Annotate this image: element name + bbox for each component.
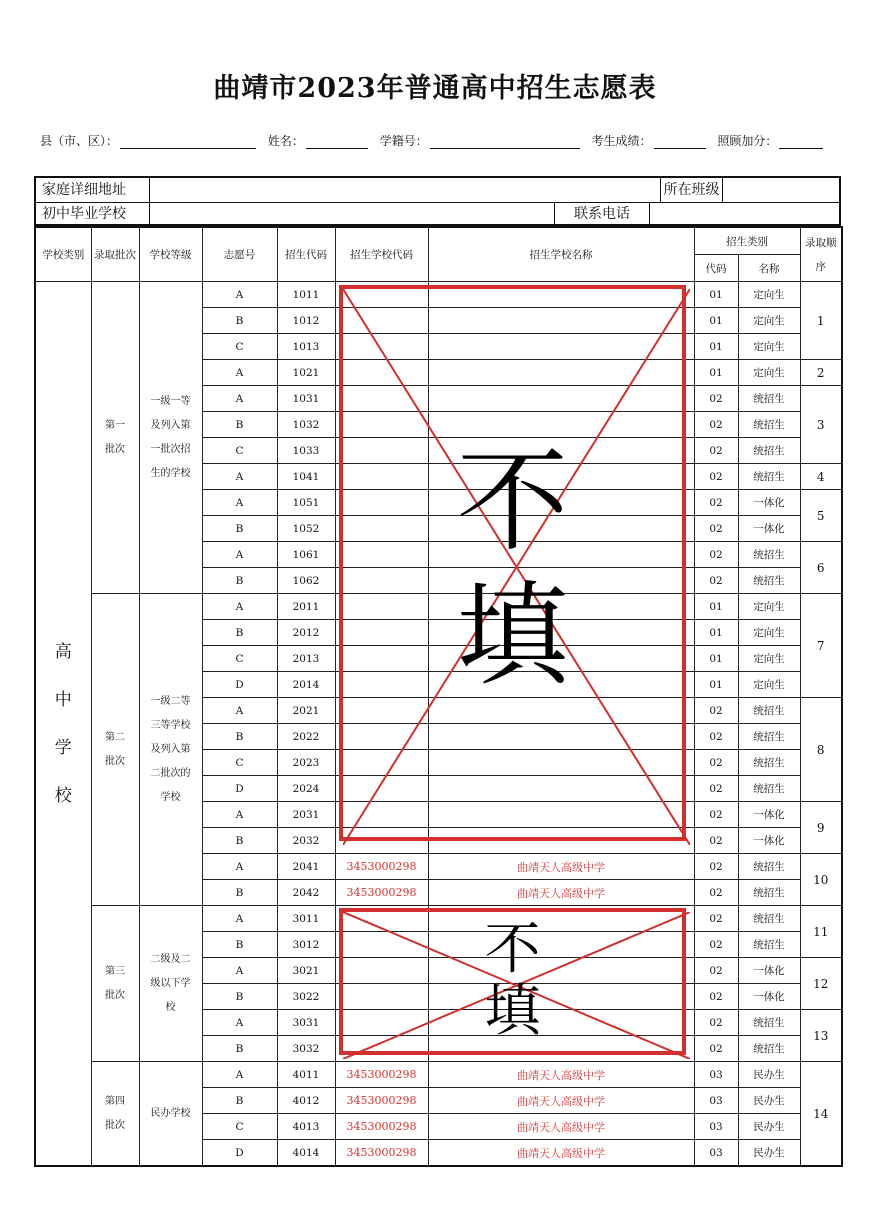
category-name-cell: 统招生 [738, 568, 800, 594]
choice-cell: B [202, 932, 277, 958]
enroll-code-cell: 1013 [277, 334, 335, 360]
col-order: 录取顺序 [800, 227, 842, 282]
order-cell: 1 [800, 282, 842, 360]
stamp-char-bottom: 填 [456, 571, 569, 701]
choice-cell: A [202, 542, 277, 568]
school-name-cell[interactable]: 曲靖天人高级中学 [428, 854, 694, 880]
school-code-cell[interactable]: 3453000298 [335, 1088, 428, 1114]
category-name-cell: 一体化 [738, 984, 800, 1010]
category-name-cell: 统招生 [738, 464, 800, 490]
stamp-char-bottom-small: 填 [484, 979, 541, 1044]
enroll-code-cell: 1012 [277, 308, 335, 334]
enroll-code-cell: 2023 [277, 750, 335, 776]
enroll-code-cell: 1041 [277, 464, 335, 490]
name-field[interactable] [306, 136, 368, 149]
name-label: 姓名： [267, 134, 304, 148]
school-name-cell[interactable]: 曲靖天人高级中学 [428, 880, 694, 906]
choice-cell: A [202, 386, 277, 412]
category-code-cell: 02 [694, 568, 738, 594]
order-cell: 5 [800, 490, 842, 542]
choice-cell: C [202, 646, 277, 672]
category-name-cell: 民办生 [738, 1062, 800, 1088]
category-name-cell: 定向生 [738, 646, 800, 672]
enroll-code-cell: 2031 [277, 802, 335, 828]
category-code-cell: 03 [694, 1062, 738, 1088]
category-code-cell: 03 [694, 1088, 738, 1114]
choice-cell: C [202, 750, 277, 776]
category-code-cell: 02 [694, 438, 738, 464]
enroll-code-cell: 1032 [277, 412, 335, 438]
category-code-cell: 02 [694, 776, 738, 802]
category-name-cell: 统招生 [738, 776, 800, 802]
category-name-cell: 统招生 [738, 724, 800, 750]
category-name-cell: 定向生 [738, 594, 800, 620]
school-name-cell[interactable]: 曲靖天人高级中学 [428, 1062, 694, 1088]
category-code-cell: 01 [694, 282, 738, 308]
category-code-cell: 01 [694, 360, 738, 386]
choice-cell: A [202, 854, 277, 880]
bonus-field[interactable] [779, 136, 823, 149]
category-name-cell: 统招生 [738, 412, 800, 438]
school-level-cell: 一级二等三等学校及列入第二批次的学校 [139, 594, 202, 906]
choice-cell: A [202, 464, 277, 490]
choice-cell: A [202, 594, 277, 620]
choice-cell: D [202, 776, 277, 802]
category-code-cell: 01 [694, 646, 738, 672]
choice-cell: D [202, 1140, 277, 1167]
choice-cell: A [202, 802, 277, 828]
category-name-cell: 一体化 [738, 958, 800, 984]
enroll-code-cell: 3021 [277, 958, 335, 984]
category-code-cell: 02 [694, 750, 738, 776]
category-code-cell: 02 [694, 854, 738, 880]
col-cat-name: 名称 [738, 255, 800, 282]
enroll-code-cell: 3032 [277, 1036, 335, 1062]
category-name-cell: 统招生 [738, 906, 800, 932]
category-code-cell: 03 [694, 1114, 738, 1140]
school-code-cell[interactable]: 3453000298 [335, 1114, 428, 1140]
enroll-code-cell: 3012 [277, 932, 335, 958]
middle-school-field[interactable] [150, 202, 555, 226]
do-not-fill-box-lower [339, 908, 686, 1055]
category-name-cell: 统招生 [738, 438, 800, 464]
category-name-cell: 统招生 [738, 854, 800, 880]
batch-cell: 第二批次 [91, 594, 139, 906]
category-name-cell: 一体化 [738, 516, 800, 542]
school-code-cell[interactable]: 3453000298 [335, 854, 428, 880]
enroll-code-cell: 1062 [277, 568, 335, 594]
school-level-cell: 民办学校 [139, 1062, 202, 1167]
category-name-cell: 统招生 [738, 1010, 800, 1036]
col-enroll-code: 招生代码 [277, 227, 335, 282]
school-name-cell[interactable]: 曲靖天人高级中学 [428, 1114, 694, 1140]
category-name-cell: 统招生 [738, 932, 800, 958]
phone-field[interactable] [650, 202, 839, 226]
form-title: 曲靖市2023年普通高中招生志愿表 [213, 73, 657, 104]
school-type-cell: 高中学校 [35, 282, 91, 1167]
enroll-code-cell: 2011 [277, 594, 335, 620]
col-school-name: 招生学校名称 [428, 227, 694, 282]
category-code-cell: 02 [694, 516, 738, 542]
category-code-cell: 02 [694, 906, 738, 932]
enroll-code-cell: 4012 [277, 1088, 335, 1114]
order-cell: 13 [800, 1010, 842, 1062]
score-field[interactable] [654, 136, 706, 149]
enroll-code-cell: 2024 [277, 776, 335, 802]
category-code-cell: 01 [694, 620, 738, 646]
enroll-code-cell: 1051 [277, 490, 335, 516]
stamp-char-top: 不 [456, 437, 569, 567]
stamp-char-top-small: 不 [484, 917, 541, 982]
choice-cell: B [202, 568, 277, 594]
choice-cell: A [202, 360, 277, 386]
enroll-code-cell: 4014 [277, 1140, 335, 1167]
col-school-level: 学校等级 [139, 227, 202, 282]
student-id-label: 学籍号： [379, 134, 428, 148]
category-name-cell: 统招生 [738, 542, 800, 568]
category-code-cell: 01 [694, 334, 738, 360]
category-name-cell: 定向生 [738, 620, 800, 646]
enroll-code-cell: 1052 [277, 516, 335, 542]
address-label: 家庭详细地址 [36, 178, 150, 202]
cross-lines-upper [343, 289, 690, 845]
enroll-code-cell: 2021 [277, 698, 335, 724]
table-row [35, 1062, 842, 1088]
class-label: 所在班级 [661, 178, 723, 202]
category-name-cell: 统招生 [738, 698, 800, 724]
order-cell: 14 [800, 1062, 842, 1167]
choice-cell: A [202, 958, 277, 984]
choice-cell: A [202, 282, 277, 308]
school-code-cell[interactable]: 3453000298 [335, 880, 428, 906]
category-name-cell: 民办生 [738, 1114, 800, 1140]
category-code-cell: 02 [694, 464, 738, 490]
category-name-cell: 统招生 [738, 750, 800, 776]
category-code-cell: 02 [694, 386, 738, 412]
category-code-cell: 02 [694, 984, 738, 1010]
category-name-cell: 民办生 [738, 1088, 800, 1114]
category-code-cell: 01 [694, 672, 738, 698]
enroll-code-cell: 2041 [277, 854, 335, 880]
category-name-cell: 统招生 [738, 880, 800, 906]
enroll-code-cell: 1021 [277, 360, 335, 386]
info-line [40, 132, 825, 149]
middle-school-label: 初中毕业学校 [36, 202, 150, 226]
category-code-cell: 02 [694, 724, 738, 750]
category-code-cell: 02 [694, 490, 738, 516]
enroll-code-cell: 2022 [277, 724, 335, 750]
choice-cell: C [202, 334, 277, 360]
category-code-cell: 02 [694, 932, 738, 958]
category-name-cell: 定向生 [738, 334, 800, 360]
order-cell: 3 [800, 386, 842, 464]
enroll-code-cell: 2014 [277, 672, 335, 698]
choice-cell: A [202, 1010, 277, 1036]
order-cell: 6 [800, 542, 842, 594]
category-name-cell: 民办生 [738, 1140, 800, 1167]
enroll-code-cell: 1011 [277, 282, 335, 308]
col-cat-code: 代码 [694, 255, 738, 282]
phone-label: 联系电话 [555, 202, 650, 226]
choice-cell: B [202, 724, 277, 750]
school-level-cell: 二级及二级以下学校 [139, 906, 202, 1062]
choice-cell: B [202, 1088, 277, 1114]
choice-cell: B [202, 880, 277, 906]
col-category: 招生类别 [694, 227, 800, 255]
enroll-code-cell: 2032 [277, 828, 335, 854]
category-code-cell: 02 [694, 828, 738, 854]
choice-cell: B [202, 308, 277, 334]
category-code-cell: 02 [694, 880, 738, 906]
order-cell: 9 [800, 802, 842, 854]
choice-cell: A [202, 1062, 277, 1088]
choice-cell: B [202, 412, 277, 438]
category-code-cell: 02 [694, 542, 738, 568]
category-code-cell: 02 [694, 1010, 738, 1036]
order-cell: 2 [800, 360, 842, 386]
county-field[interactable] [120, 136, 256, 149]
student-id-field[interactable] [430, 136, 580, 149]
col-school-type: 学校类别 [35, 227, 91, 282]
enroll-code-cell: 4013 [277, 1114, 335, 1140]
school-code-cell[interactable]: 3453000298 [335, 1140, 428, 1167]
category-name-cell: 统招生 [738, 386, 800, 412]
class-field[interactable] [723, 178, 839, 202]
school-level-cell: 一级一等及列入第一批次招生的学校 [139, 282, 202, 594]
category-name-cell: 一体化 [738, 802, 800, 828]
category-code-cell: 01 [694, 308, 738, 334]
choice-cell: A [202, 906, 277, 932]
category-code-cell: 02 [694, 698, 738, 724]
batch-cell: 第一批次 [91, 282, 139, 594]
batch-cell: 第四批次 [91, 1062, 139, 1167]
order-cell: 12 [800, 958, 842, 1010]
col-choice-no: 志愿号 [202, 227, 277, 282]
address-field[interactable] [150, 178, 661, 202]
order-cell: 8 [800, 698, 842, 802]
batch-cell: 第三批次 [91, 906, 139, 1062]
school-name-cell[interactable]: 曲靖天人高级中学 [428, 1140, 694, 1167]
score-label: 考生成绩： [591, 134, 652, 148]
school-name-cell[interactable]: 曲靖天人高级中学 [428, 1088, 694, 1114]
school-code-cell[interactable]: 3453000298 [335, 1062, 428, 1088]
enroll-code-cell: 3022 [277, 984, 335, 1010]
enroll-code-cell: 4011 [277, 1062, 335, 1088]
choice-cell: A [202, 698, 277, 724]
enroll-code-cell: 2013 [277, 646, 335, 672]
header-box [34, 176, 841, 226]
enroll-code-cell: 2042 [277, 880, 335, 906]
category-name-cell: 一体化 [738, 490, 800, 516]
enroll-code-cell: 2012 [277, 620, 335, 646]
enroll-code-cell: 1033 [277, 438, 335, 464]
category-name-cell: 一体化 [738, 828, 800, 854]
col-school-code: 招生学校代码 [335, 227, 428, 282]
do-not-fill-box-upper [339, 285, 686, 841]
choice-cell: C [202, 438, 277, 464]
category-code-cell: 03 [694, 1140, 738, 1167]
category-code-cell: 02 [694, 958, 738, 984]
category-name-cell: 定向生 [738, 282, 800, 308]
choice-cell: C [202, 1114, 277, 1140]
category-name-cell: 定向生 [738, 308, 800, 334]
category-code-cell: 02 [694, 802, 738, 828]
order-cell: 11 [800, 906, 842, 958]
enroll-code-cell: 1061 [277, 542, 335, 568]
category-name-cell: 定向生 [738, 360, 800, 386]
choice-cell: B [202, 984, 277, 1010]
enroll-code-cell: 3011 [277, 906, 335, 932]
col-batch: 录取批次 [91, 227, 139, 282]
choice-cell: D [202, 672, 277, 698]
enroll-code-cell: 3031 [277, 1010, 335, 1036]
choice-cell: B [202, 620, 277, 646]
category-code-cell: 02 [694, 1036, 738, 1062]
bonus-label: 照顾加分： [717, 134, 778, 148]
category-name-cell: 定向生 [738, 672, 800, 698]
category-name-cell: 统招生 [738, 1036, 800, 1062]
category-code-cell: 02 [694, 412, 738, 438]
county-label: 县（市、区）： [40, 134, 119, 148]
order-cell: 10 [800, 854, 842, 906]
order-cell: 4 [800, 464, 842, 490]
category-code-cell: 01 [694, 594, 738, 620]
choice-cell: B [202, 828, 277, 854]
choice-cell: B [202, 516, 277, 542]
choice-cell: B [202, 1036, 277, 1062]
choice-cell: A [202, 490, 277, 516]
enroll-code-cell: 1031 [277, 386, 335, 412]
order-cell: 7 [800, 594, 842, 698]
